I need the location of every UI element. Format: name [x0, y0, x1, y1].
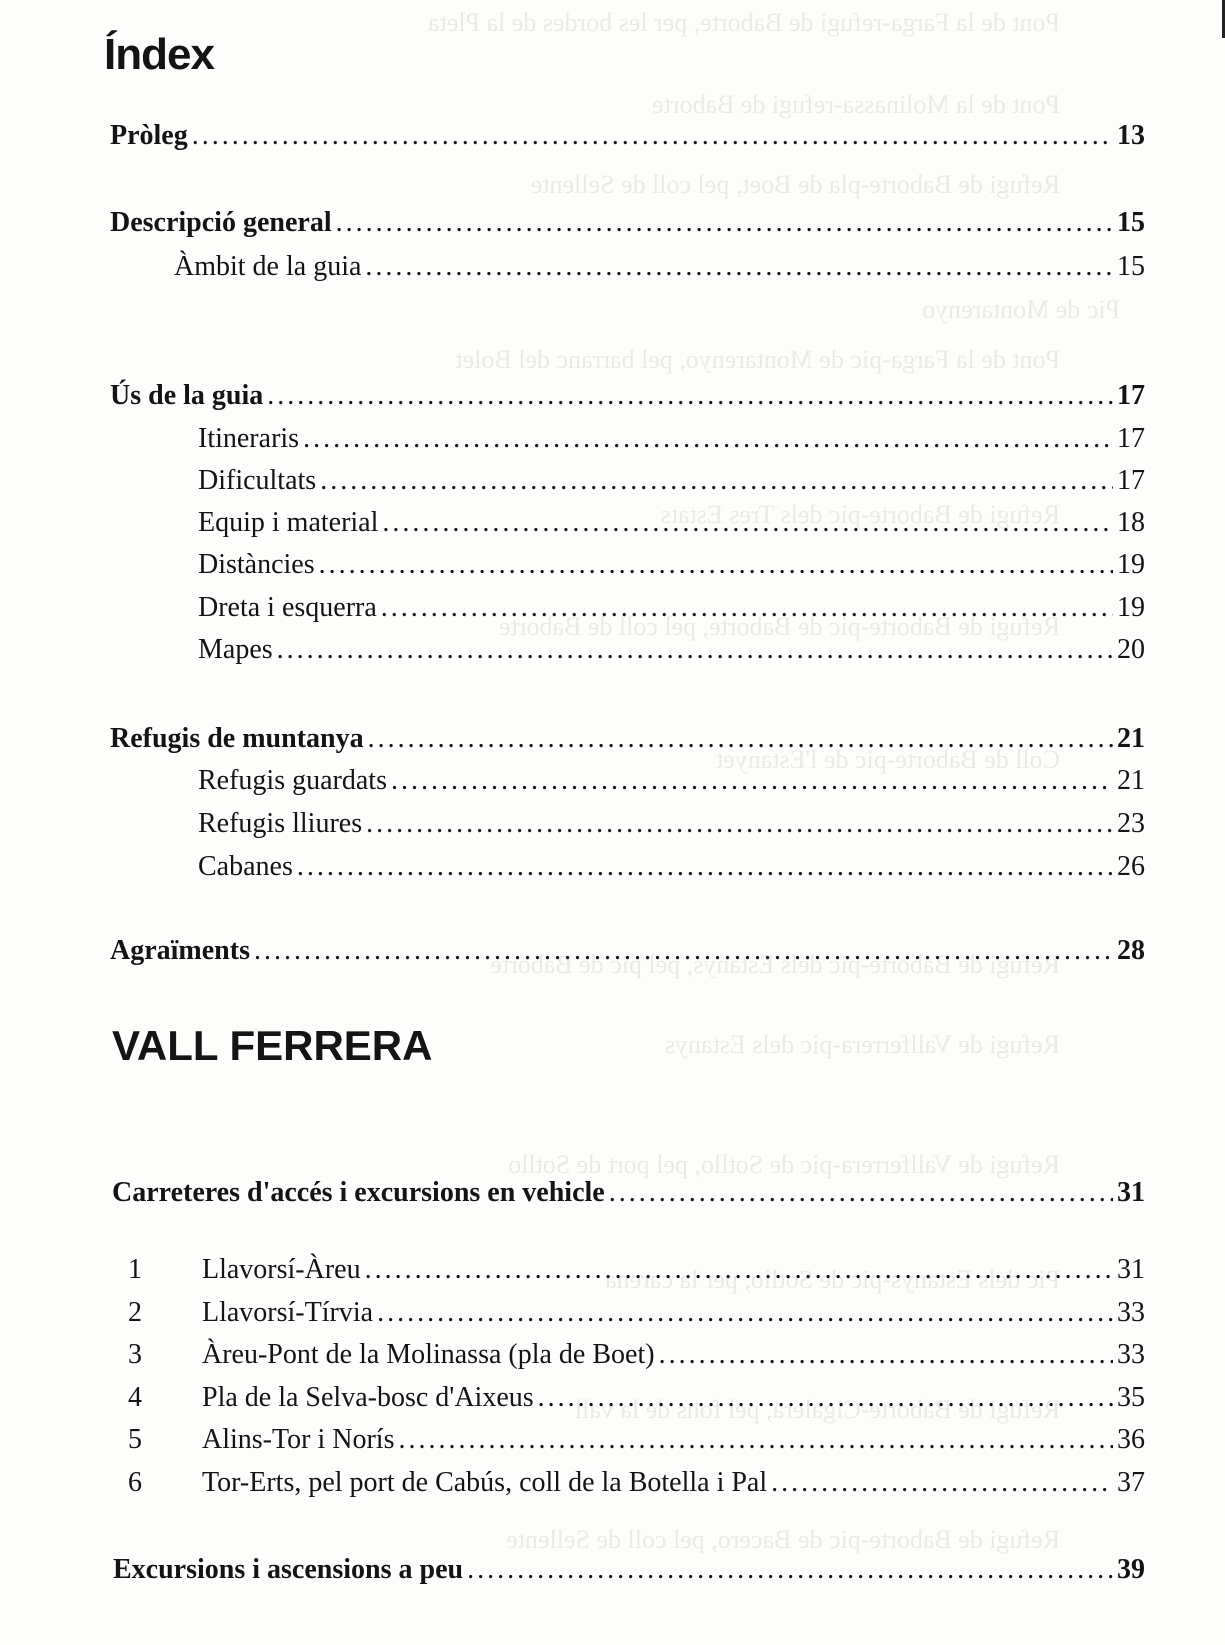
leader-dots	[336, 203, 1113, 243]
page-number: 33	[1117, 1297, 1145, 1328]
entry-label: Àmbit de la guia	[174, 251, 362, 282]
route-number: 5	[128, 1424, 142, 1455]
leader-dots	[771, 1463, 1113, 1503]
leader-dots	[368, 719, 1113, 759]
toc-entry-proleg[interactable]	[110, 116, 1145, 156]
toc-route-1[interactable]	[128, 1250, 1145, 1290]
leader-dots	[366, 804, 1113, 844]
entry-label: Llavorsí-Àreu	[202, 1254, 361, 1285]
toc-route-3[interactable]	[128, 1335, 1145, 1375]
page-number: 19	[1117, 549, 1145, 580]
page-number: 31	[1117, 1254, 1145, 1285]
toc-route-6[interactable]	[128, 1463, 1145, 1503]
page-number: 21	[1117, 765, 1145, 796]
page-number: 33	[1117, 1339, 1145, 1370]
entry-label: Excursions i ascensions a peu	[113, 1554, 464, 1585]
show-through-text: Pic dels Estanys-pic de Sotllo, per la carena	[605, 1265, 1060, 1294]
entry-label: Ús de la guia	[110, 380, 264, 411]
entry-label: Pla de la Selva-bosc d'Aixeus	[202, 1382, 534, 1413]
route-number: 1	[128, 1254, 142, 1285]
show-through-text: Coll de Baborte-pic de l'Estanyet	[715, 745, 1060, 774]
route-number: 4	[128, 1382, 142, 1413]
toc-entry-ambit[interactable]	[174, 247, 1145, 287]
page-number: 13	[1117, 120, 1145, 151]
entry-label: Alins-Tor i Norís	[202, 1424, 395, 1455]
leader-dots	[659, 1335, 1113, 1375]
entry-label: Refugis guardats	[198, 765, 387, 796]
leader-dots	[467, 1550, 1113, 1590]
toc-entry-carreteres[interactable]	[112, 1173, 1145, 1213]
leader-dots	[609, 1173, 1113, 1213]
page-number: 26	[1117, 851, 1145, 882]
entry-label: Pròleg	[110, 120, 188, 151]
entry-label: Llavorsí-Tírvia	[202, 1297, 374, 1328]
page-number: 31	[1117, 1177, 1145, 1208]
page-number: 19	[1117, 592, 1145, 623]
page-number: 37	[1117, 1467, 1145, 1498]
show-through-text: Refugi de Vallferrera-pic dels Estanys	[664, 1030, 1060, 1059]
toc-entry-equip-i-material[interactable]	[198, 503, 1145, 543]
page-number: 35	[1117, 1382, 1145, 1413]
entry-label: Descripció general	[110, 207, 332, 238]
toc-entry-dreta-i-esquerra[interactable]	[198, 588, 1145, 628]
route-number: 2	[128, 1297, 142, 1328]
part-title: VALL FERRERA	[112, 1022, 433, 1069]
entry-label: Carreteres d'accés i excursions en vehicle	[112, 1177, 605, 1208]
leader-dots	[277, 630, 1113, 670]
toc-entry-refugis-lliures[interactable]	[198, 804, 1145, 844]
index-title: Índex	[104, 30, 214, 79]
leader-dots	[365, 1250, 1113, 1290]
leader-dots	[192, 116, 1113, 156]
show-through-text: Refugi de Baborte-pic dels Tres Estats	[660, 500, 1060, 529]
leader-dots	[297, 847, 1113, 887]
show-through-text: Pont de la Farga-refugi de Baborte, per les bordes de la Pleta	[428, 8, 1060, 37]
leader-dots	[382, 503, 1113, 543]
toc-route-2[interactable]	[128, 1293, 1145, 1333]
entry-label: Cabanes	[198, 851, 293, 882]
show-through-text: Refugi de Baborte-pic de Bacero, pel coll de Sellente	[506, 1525, 1060, 1554]
show-through-text: Refugi de Vallferrera-pic de Sotllo, pel port de Sotllo	[508, 1150, 1060, 1179]
leader-dots	[319, 545, 1113, 585]
toc-entry-mapes[interactable]	[198, 630, 1145, 670]
route-number: 3	[128, 1339, 142, 1370]
show-through-text: Refugi de Baborte-Cigalera, pel fons de la vall	[574, 1395, 1060, 1424]
toc-entry-cabanes[interactable]	[198, 847, 1145, 887]
leader-dots	[365, 247, 1113, 287]
page-number: 15	[1117, 251, 1145, 282]
toc-entry-refugis-guardats[interactable]	[198, 761, 1145, 801]
leader-dots	[303, 419, 1113, 459]
toc-entry-agraiments[interactable]	[110, 931, 1145, 971]
page-number: 17	[1117, 423, 1145, 454]
show-through-text: Refugi de Baborte-pic dels Estanys, pel pic de Baborte	[490, 950, 1060, 979]
page-number: 15	[1117, 207, 1145, 238]
page-number: 39	[1117, 1554, 1145, 1585]
toc-route-5[interactable]	[128, 1420, 1145, 1460]
show-through-text: Pont de la Molinassa-refugi de Baborte	[652, 90, 1060, 119]
page-number: 20	[1117, 634, 1145, 665]
leader-dots	[377, 1293, 1113, 1333]
page-number: 23	[1117, 808, 1145, 839]
toc-entry-descripcio-general[interactable]	[110, 203, 1145, 243]
entry-label: Àreu-Pont de la Molinassa (pla de Boet)	[202, 1339, 655, 1370]
leader-dots	[398, 1420, 1113, 1460]
show-through-text: Refugi de Baborte-pla de Boet, pel coll de Sellente	[530, 170, 1060, 199]
show-through-text: Pont de la Farga-pic de Montarenyo, pel barranc del Bolet	[455, 345, 1060, 374]
leader-dots	[381, 588, 1113, 628]
toc-entry-distancies[interactable]	[198, 545, 1145, 585]
entry-label: Equip i material	[198, 507, 379, 538]
toc-entry-refugis-de-muntanya[interactable]	[110, 719, 1145, 759]
entry-label: Distàncies	[198, 549, 315, 580]
toc-entry-excursions-a-peu[interactable]	[113, 1550, 1145, 1590]
page-number: 28	[1117, 935, 1145, 966]
entry-label: Refugis lliures	[198, 808, 363, 839]
toc-route-4[interactable]	[128, 1378, 1145, 1418]
leader-dots	[538, 1378, 1113, 1418]
show-through-text: Refugi de Baborte-pic de Baborte, pel coll de Baborte	[499, 612, 1060, 641]
entry-label: Mapes	[198, 634, 273, 665]
page-number: 18	[1117, 507, 1145, 538]
page-number: 21	[1117, 723, 1145, 754]
leader-dots	[267, 376, 1113, 416]
entry-label: Agraïments	[110, 935, 250, 966]
toc-entry-itineraris[interactable]	[198, 419, 1145, 459]
page-number: 17	[1117, 465, 1145, 496]
entry-label: Refugis de muntanya	[110, 723, 364, 754]
leader-dots	[391, 761, 1113, 801]
leader-dots	[320, 461, 1113, 501]
show-through-text: Pic de Montarenyo	[922, 295, 1120, 324]
route-number: 6	[128, 1467, 142, 1498]
page-number: 17	[1117, 380, 1145, 411]
toc-entry-us-de-la-guia[interactable]	[110, 376, 1145, 416]
entry-label: Tor-Erts, pel port de Cabús, coll de la Botella i Pal	[202, 1467, 768, 1498]
entry-label: Dificultats	[198, 465, 317, 496]
toc-entry-dificultats[interactable]	[198, 461, 1145, 501]
entry-label: Itineraris	[198, 423, 300, 454]
entry-label: Dreta i esquerra	[198, 592, 377, 623]
page-number: 36	[1117, 1424, 1145, 1455]
leader-dots	[254, 931, 1113, 971]
